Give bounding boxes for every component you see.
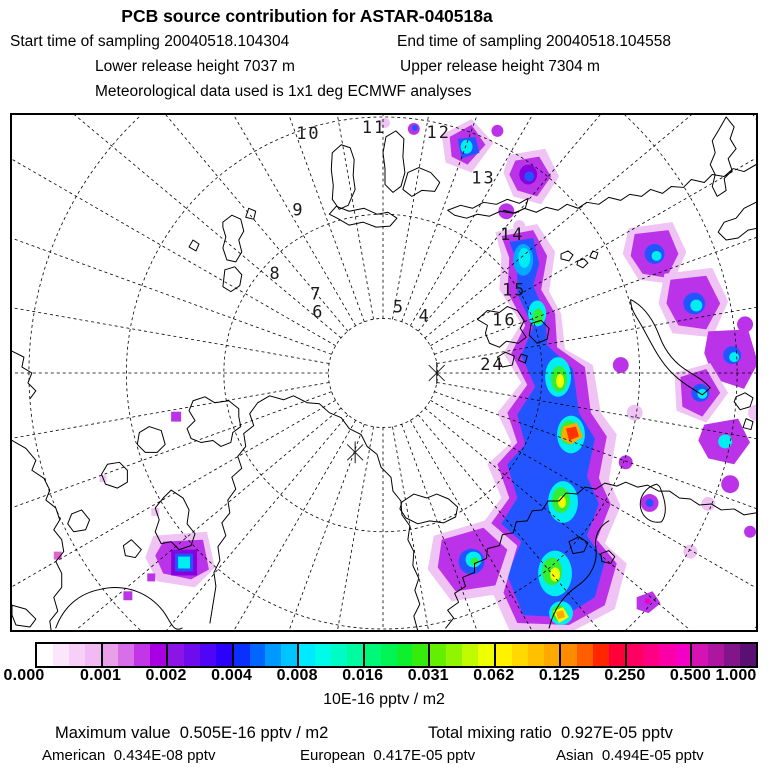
colorbar-tick-label: 0.008 xyxy=(276,667,318,684)
colorbar-tick-label: 0.062 xyxy=(473,667,515,684)
flight-waypoint-labels xyxy=(269,117,526,374)
colorbar-cell xyxy=(168,644,184,666)
colorbar-cell xyxy=(184,644,200,666)
colorbar-ticks xyxy=(3,667,757,685)
colorbar-segment xyxy=(37,644,103,666)
colorbar-cell xyxy=(347,644,363,666)
colorbar-cell xyxy=(627,644,643,666)
colorbar-cell xyxy=(512,644,528,666)
colorbar-cell xyxy=(397,644,413,666)
colorbar-cell xyxy=(577,644,593,666)
european-label: European xyxy=(300,747,366,764)
colorbar-cell xyxy=(37,644,53,666)
colorbar-segment xyxy=(299,644,365,666)
polar-map-svg xyxy=(12,115,756,630)
colorbar-tick-label: 0.125 xyxy=(538,667,580,684)
colorbar-cell xyxy=(69,644,85,666)
colorbar-tick-label: 0.004 xyxy=(211,667,253,684)
asian-contribution-text xyxy=(556,747,704,764)
colorbar-cell xyxy=(692,644,708,666)
colorbar-segment xyxy=(234,644,300,666)
total-mixing-ratio-label: Total mixing ratio xyxy=(428,724,552,742)
met-data-text: Meteorological data used is 1x1 deg ECMWF analyses xyxy=(95,83,472,100)
colorbar xyxy=(35,642,758,668)
colorbar-cell xyxy=(200,644,216,666)
colorbar-cell xyxy=(150,644,166,666)
polar-map xyxy=(10,113,758,632)
colorbar-cell xyxy=(609,644,625,666)
colorbar-cell xyxy=(234,644,250,666)
colorbar-cell xyxy=(708,644,724,666)
colorbar-tick-label: 0.016 xyxy=(342,667,384,684)
colorbar-segment xyxy=(561,644,627,666)
colorbar-cell xyxy=(724,644,740,666)
svg-text:15: 15 xyxy=(502,279,527,300)
colorbar-segment xyxy=(168,644,234,666)
upper-release-text: Upper release height 7304 m xyxy=(400,58,600,75)
svg-text:4: 4 xyxy=(418,305,431,326)
svg-text:6: 6 xyxy=(312,301,325,322)
colorbar-cell xyxy=(103,644,119,666)
colorbar-cell xyxy=(53,644,69,666)
european-contribution-text xyxy=(300,747,475,764)
coastlines xyxy=(12,117,756,630)
svg-text:24: 24 xyxy=(480,354,505,375)
svg-text:7: 7 xyxy=(310,283,323,304)
colorbar-cell xyxy=(496,644,512,666)
colorbar-cell xyxy=(593,644,609,666)
colorbar-cell xyxy=(430,644,446,666)
colorbar-cell xyxy=(544,644,560,666)
colorbar-cell xyxy=(659,644,675,666)
start-time-text: Start time of sampling 20040518.104304 xyxy=(10,33,290,50)
colorbar-cell xyxy=(118,644,134,666)
european-number: 0.417E-05 pptv xyxy=(373,747,476,764)
graticule-grid xyxy=(12,115,756,630)
colorbar-segment xyxy=(430,644,496,666)
american-contribution-text xyxy=(42,747,215,764)
colorbar-cell xyxy=(265,644,281,666)
maximum-value-number: 0.505E-16 pptv / m2 xyxy=(179,724,329,742)
colorbar-cell xyxy=(412,644,428,666)
svg-text:14: 14 xyxy=(500,224,525,245)
colorbar-cell xyxy=(675,644,691,666)
svg-text:13: 13 xyxy=(471,167,496,188)
colorbar-segment xyxy=(692,644,756,666)
colorbar-segment xyxy=(496,644,562,666)
colorbar-tick-label: 0.001 xyxy=(80,667,122,684)
colorbar-cell xyxy=(315,644,331,666)
maximum-value-label: Maximum value xyxy=(55,724,171,742)
colorbar-segment xyxy=(103,644,169,666)
page-title: PCB source contribution for ASTAR-040518a xyxy=(121,6,493,26)
lower-release-text: Lower release height 7037 m xyxy=(95,58,295,75)
colorbar-segment xyxy=(365,644,431,666)
colorbar-tick-label: 0.031 xyxy=(407,667,449,684)
total-mixing-ratio-text xyxy=(428,724,673,743)
colorbar-tick-label: 0.002 xyxy=(145,667,187,684)
end-time-text: End time of sampling 20040518.104558 xyxy=(397,33,672,50)
colorbar-cell xyxy=(85,644,101,666)
colorbar-cell xyxy=(331,644,347,666)
maximum-value-text xyxy=(55,724,328,743)
colorbar-cell xyxy=(216,644,232,666)
total-mixing-ratio-number: 0.927E-05 pptv xyxy=(560,724,673,742)
colorbar-cell xyxy=(446,644,462,666)
colorbar-cell xyxy=(740,644,756,666)
svg-text:5: 5 xyxy=(392,296,406,317)
colorbar-cell xyxy=(365,644,381,666)
colorbar-cell xyxy=(381,644,397,666)
colorbar-tick-label: 1.000 xyxy=(715,667,757,684)
pcb-plume-overlay xyxy=(54,118,756,630)
asian-number: 0.494E-05 pptv xyxy=(601,747,704,764)
colorbar-segment xyxy=(627,644,693,666)
colorbar-cell xyxy=(134,644,150,666)
colorbar-tick-label: 0.000 xyxy=(3,667,45,684)
colorbar-cell xyxy=(478,644,494,666)
colorbar-cell xyxy=(561,644,577,666)
colorbar-unit-label: 10E-16 pptv / m2 xyxy=(323,691,445,708)
svg-text:8: 8 xyxy=(269,262,282,283)
colorbar-tick-label: 0.500 xyxy=(669,667,711,684)
colorbar-cell xyxy=(250,644,266,666)
asian-label: Asian xyxy=(556,747,594,764)
colorbar-cell xyxy=(528,644,544,666)
svg-text:10: 10 xyxy=(296,122,321,143)
svg-text:11: 11 xyxy=(361,116,387,137)
svg-text:12: 12 xyxy=(426,121,451,142)
colorbar-cell xyxy=(462,644,478,666)
american-number: 0.434E-08 pptv xyxy=(113,747,216,764)
colorbar-cell xyxy=(299,644,315,666)
colorbar-tick-label: 0.250 xyxy=(604,667,646,684)
colorbar-cell xyxy=(281,644,297,666)
svg-text:9: 9 xyxy=(292,199,305,220)
american-label: American xyxy=(42,747,106,764)
colorbar-cell xyxy=(643,644,659,666)
svg-text:16: 16 xyxy=(492,309,517,330)
